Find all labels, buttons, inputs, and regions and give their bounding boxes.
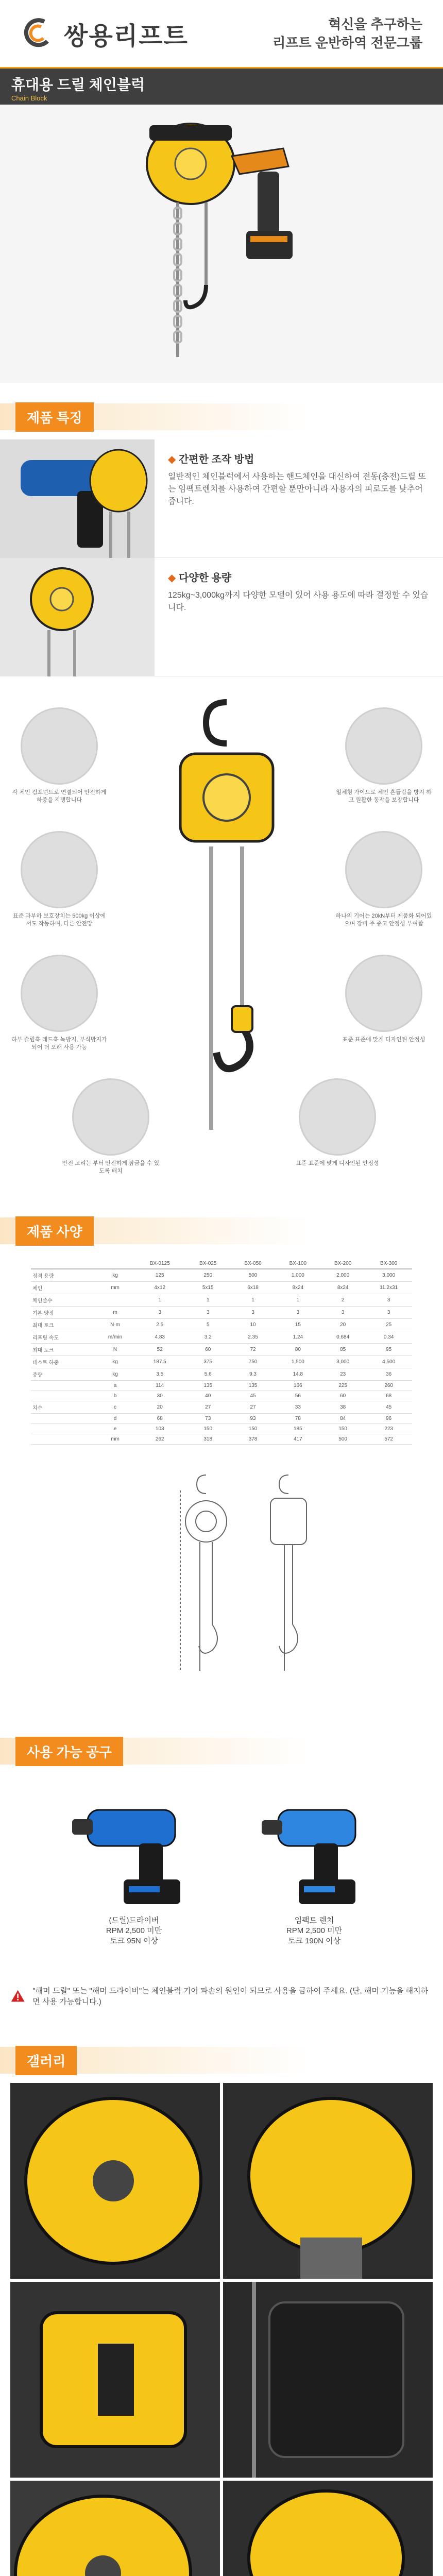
- spec-cell: 96: [365, 1414, 412, 1424]
- callout: [10, 831, 108, 928]
- spec-cell: 60: [185, 1344, 230, 1356]
- gallery-image[interactable]: [223, 2282, 433, 2478]
- spec-cell: 1: [134, 1294, 185, 1307]
- spec-cell: 리프팅 속도: [31, 1331, 96, 1344]
- spec-cell: 84: [320, 1414, 365, 1424]
- spec-cell: 2: [320, 1294, 365, 1307]
- tools-section: [0, 1717, 443, 2026]
- features-section-header: [0, 383, 443, 439]
- gallery-heading: 갤러리: [15, 2046, 77, 2075]
- spec-cell: [31, 1391, 96, 1401]
- slogan-line2: 리프트 운반하역 전문그룹: [272, 35, 422, 50]
- spec-cell: 85: [320, 1344, 365, 1356]
- spec-cell: 정격 용량: [31, 1269, 96, 1282]
- callout-image: [345, 955, 422, 1032]
- slogan: [272, 15, 422, 52]
- spec-cell: 103: [134, 1424, 185, 1434]
- spec-cell: [31, 1381, 96, 1391]
- brand-name: 쌍용리프트: [64, 22, 189, 50]
- feature-item: [0, 558, 443, 676]
- spec-cell: kg: [96, 1269, 134, 1282]
- spec-cell: 260: [365, 1381, 412, 1391]
- logo-icon: [21, 16, 55, 50]
- features-heading: 제품 특징: [15, 402, 94, 432]
- spec-cell: 체인: [31, 1282, 96, 1294]
- spec-cell: [31, 1434, 96, 1445]
- spec-cell: [96, 1294, 134, 1307]
- spec-cell: 5x15: [185, 1282, 230, 1294]
- spec-cell: 500: [230, 1269, 275, 1282]
- spec-cell: 2,000: [320, 1269, 365, 1282]
- gallery-image[interactable]: [10, 2083, 220, 2279]
- spec-cell: 68: [134, 1414, 185, 1424]
- spec-section: [0, 1253, 443, 1717]
- spec-row: [31, 1368, 412, 1381]
- spec-cell: 4x12: [134, 1282, 185, 1294]
- spec-cell: 135: [230, 1381, 275, 1391]
- spec-cell: 3: [230, 1307, 275, 1319]
- spec-cell: 38: [320, 1401, 365, 1414]
- callout-image: [72, 1078, 149, 1156]
- spec-cell: 23: [320, 1368, 365, 1381]
- spec-cell: 3: [365, 1307, 412, 1319]
- spec-cell: 3: [185, 1307, 230, 1319]
- spec-cell: 73: [185, 1414, 230, 1424]
- spec-cell: 30: [134, 1391, 185, 1401]
- slogan-line1: 혁신을 추구하는: [328, 16, 422, 32]
- spec-cell: 262: [134, 1434, 185, 1445]
- spec-cell: 318: [185, 1434, 230, 1445]
- spec-cell: 3,000: [365, 1269, 412, 1282]
- callout-text: 하부 슬립훅 레드훅 녹방지, 부식방지가 되어 더 오래 사용 가능: [11, 1037, 107, 1050]
- brand[interactable]: [21, 16, 189, 52]
- callout-image: [21, 831, 98, 908]
- spec-row: [31, 1356, 412, 1368]
- spec-row: [31, 1424, 412, 1434]
- spec-cell: 45: [230, 1391, 275, 1401]
- spec-row: [31, 1331, 412, 1344]
- spec-cell: kg: [96, 1356, 134, 1368]
- spec-row: [31, 1434, 412, 1445]
- spec-cell: 250: [185, 1269, 230, 1282]
- warning-icon: [10, 1988, 25, 2004]
- spec-table-body: [31, 1269, 412, 1445]
- feature-title: ◆ 다양한 용량: [168, 569, 430, 584]
- spec-cell: 166: [276, 1381, 320, 1391]
- spec-row: [31, 1344, 412, 1356]
- spec-cell: 기본 양정: [31, 1307, 96, 1319]
- spec-cell: 125: [134, 1269, 185, 1282]
- spec-cell: 185: [276, 1424, 320, 1434]
- warning-notice: [10, 1985, 433, 2007]
- feature-text: [155, 439, 443, 557]
- callout: [335, 831, 433, 928]
- feature-title: ◆ 간편한 조작 방법: [168, 451, 430, 466]
- gallery-image[interactable]: [10, 2481, 220, 2576]
- gallery-section-header: [0, 2026, 443, 2083]
- spec-row: [31, 1414, 412, 1424]
- spec-cell: 10: [230, 1319, 275, 1331]
- spec-table: [31, 1259, 412, 1445]
- callout-text: 일체형 가이드로 체인 흔들림을 방지 하고 원활한 동작을 보장합니다: [336, 789, 432, 803]
- spec-cell: 80: [276, 1344, 320, 1356]
- spec-row: [31, 1294, 412, 1307]
- spec-cell: 5.6: [185, 1368, 230, 1381]
- callout: [62, 1078, 160, 1175]
- spec-cell: 테스트 하중: [31, 1356, 96, 1368]
- spec-cell: mm: [96, 1282, 134, 1294]
- spec-cell: 15: [276, 1319, 320, 1331]
- spec-cell: 4.83: [134, 1331, 185, 1344]
- spec-cell: 225: [320, 1381, 365, 1391]
- spec-cell: 6x18: [230, 1282, 275, 1294]
- tool-card-drill: [62, 1794, 206, 1946]
- spec-cell: 2.35: [230, 1331, 275, 1344]
- tool-name: (드릴)드라이버: [109, 1916, 159, 1925]
- callout: [10, 707, 108, 804]
- callout: [10, 955, 108, 1052]
- spec-cell: 45: [365, 1401, 412, 1414]
- spec-cell: 3: [134, 1307, 185, 1319]
- feature-description: 일반적인 체인블럭에서 사용하는 핸드체인을 대신하여 전동(충전)드릴 또는 임팩트렌치를 사용하여 간편할 뿐만아니라 사용자의 피로도를 낮추어 줍니다.: [168, 472, 427, 506]
- spec-cell: 20: [134, 1401, 185, 1414]
- spec-cell: 중량: [31, 1368, 96, 1381]
- spec-cell: [31, 1424, 96, 1434]
- spec-cell: 750: [230, 1356, 275, 1368]
- spec-cell: 187.5: [134, 1356, 185, 1368]
- spec-cell: 500: [320, 1434, 365, 1445]
- spec-cell: 36: [365, 1368, 412, 1381]
- spec-heading: 제품 사양: [15, 1216, 94, 1246]
- spec-cell: 3,000: [320, 1356, 365, 1368]
- spec-cell: 2.5: [134, 1319, 185, 1331]
- callout-image: [21, 955, 98, 1032]
- spec-cell: 14.8: [276, 1368, 320, 1381]
- spec-cell: 40: [185, 1391, 230, 1401]
- warning-text: "해머 드릴" 또는 "해머 드라이버"는 체인블럭 기어 파손의 원인이 되므로 사용을 금하여 주세요. (단, 해머 기능을 해지하면 사용 가능합니다.): [32, 1987, 429, 2006]
- spec-cell: 4,500: [365, 1356, 412, 1368]
- callout-text: 안전 고리는 부터 안전하게 잠금을 수 있도록 배치: [62, 1160, 160, 1174]
- chain-block-with-drill-image: [129, 115, 325, 372]
- hero-title-bar: [0, 69, 443, 105]
- spec-cell: c: [96, 1401, 134, 1414]
- hero: [0, 69, 443, 383]
- spec-cell: 78: [276, 1414, 320, 1424]
- callout-image: [299, 1078, 376, 1156]
- spec-cell: 33: [276, 1401, 320, 1414]
- chain-block-product-image: [165, 697, 288, 1150]
- gallery-section: [0, 2026, 443, 2576]
- spec-cell: 3: [320, 1307, 365, 1319]
- header: [0, 0, 443, 67]
- drill-operation-image: [0, 439, 155, 558]
- spec-cell: 72: [230, 1344, 275, 1356]
- spec-cell: 최대 토크: [31, 1344, 96, 1356]
- spec-cell: d: [96, 1414, 134, 1424]
- callout-image: [345, 707, 422, 785]
- spec-row: [31, 1319, 412, 1331]
- callout-text: 표준 과부하 보호장치는 500kg 이상에서도 작동하며, 다른 안전망: [12, 913, 106, 927]
- spec-cell: 5: [185, 1319, 230, 1331]
- spec-cell: 93: [230, 1414, 275, 1424]
- spec-cell: 25: [365, 1319, 412, 1331]
- spec-cell: 95: [365, 1344, 412, 1356]
- spec-cell: 60: [320, 1391, 365, 1401]
- callout-text: 표준 표준에 맞게 디자인된 안정성: [296, 1160, 379, 1166]
- spec-section-header: [0, 1197, 443, 1253]
- spec-cell: 572: [365, 1434, 412, 1445]
- spec-row: [31, 1391, 412, 1401]
- spec-cell: 1.24: [276, 1331, 320, 1344]
- spec-cell: [31, 1414, 96, 1424]
- spec-cell: 치수: [31, 1401, 96, 1414]
- spec-cell: 0.34: [365, 1331, 412, 1344]
- spec-cell: 8x24: [320, 1282, 365, 1294]
- spec-cell: 8x24: [276, 1282, 320, 1294]
- spec-cell: kg: [96, 1368, 134, 1381]
- callout-image: [21, 707, 98, 785]
- spec-cell: e: [96, 1424, 134, 1434]
- spec-cell: N·m: [96, 1319, 134, 1331]
- spec-cell: 3: [365, 1294, 412, 1307]
- spec-cell: m: [96, 1307, 134, 1319]
- spec-cell: 375: [185, 1356, 230, 1368]
- tool-name: 임팩트 렌치: [294, 1916, 334, 1925]
- spec-cell: 0.684: [320, 1331, 365, 1344]
- spec-cell: 1: [185, 1294, 230, 1307]
- spec-cell: 27: [185, 1401, 230, 1414]
- callout-text: 각 체인 컴포넌트로 연결되어 안전하게 하중을 지탱합니다: [12, 789, 107, 803]
- spec-cell: 3.2: [185, 1331, 230, 1344]
- spec-cell: 1,500: [276, 1356, 320, 1368]
- spec-cell: m/min: [96, 1331, 134, 1344]
- gallery-image[interactable]: [223, 2481, 433, 2576]
- spec-row: [31, 1269, 412, 1282]
- spec-cell: 20: [320, 1319, 365, 1331]
- spec-cell: 114: [134, 1381, 185, 1391]
- chain-block-capacity-image: [0, 558, 155, 676]
- hero-title: 휴대용 드릴 체인블럭: [11, 77, 145, 93]
- hero-subtitle: Chain Block: [11, 94, 47, 102]
- spec-cell: 52: [134, 1344, 185, 1356]
- spec-cell: 135: [185, 1381, 230, 1391]
- callout: [288, 1078, 386, 1167]
- tool-rpm: RPM 2,500 미만: [286, 1926, 343, 1935]
- tool-torque: 토크 190N 이상: [287, 1937, 341, 1945]
- parts-diagram: [0, 676, 443, 1197]
- spec-cell: 27: [230, 1401, 275, 1414]
- tools-heading: 사용 가능 공구: [15, 1737, 123, 1766]
- gallery-grid: [10, 2083, 433, 2576]
- feature-text: [155, 558, 443, 676]
- drill-driver-image: [67, 1794, 201, 1908]
- callout: [335, 707, 433, 804]
- callout-text: 표준 표준에 맞게 디자인된 안정성: [342, 1037, 425, 1043]
- spec-cell: N: [96, 1344, 134, 1356]
- tools-section-header: [0, 1717, 443, 1774]
- spec-cell: 체인줄수: [31, 1294, 96, 1307]
- spec-cell: 1,000: [276, 1269, 320, 1282]
- feature-description: 125kg~3,000kg까지 다양한 모델이 있어 사용 용도에 따라 결정할 수 있습니다.: [168, 591, 429, 612]
- spec-cell: 3: [276, 1307, 320, 1319]
- spec-cell: 1: [276, 1294, 320, 1307]
- tool-torque: 토크 95N 이상: [110, 1937, 158, 1945]
- spec-cell: 56: [276, 1391, 320, 1401]
- gallery-image[interactable]: [223, 2083, 433, 2279]
- spec-cell: 150: [230, 1424, 275, 1434]
- spec-cell: 9.3: [230, 1368, 275, 1381]
- spec-row: [31, 1381, 412, 1391]
- spec-cell: mm: [96, 1434, 134, 1445]
- feature-item: [0, 439, 443, 558]
- spec-cell: 1: [230, 1294, 275, 1307]
- dimension-drawings: [170, 1470, 340, 1686]
- spec-cell: a: [96, 1381, 134, 1391]
- spec-cell: 150: [185, 1424, 230, 1434]
- spec-cell: 150: [320, 1424, 365, 1434]
- tool-card-impact: [242, 1794, 386, 1946]
- callout-text: 하나의 기어는 20kN부터 제품화 되어있으며 장비 주 중고 안정성 부여함: [335, 913, 432, 927]
- spec-cell: 378: [230, 1434, 275, 1445]
- spec-cell: 223: [365, 1424, 412, 1434]
- tool-rpm: RPM 2,500 미만: [106, 1926, 162, 1935]
- callout: [335, 955, 433, 1044]
- spec-cell: 3.5: [134, 1368, 185, 1381]
- callout-image: [345, 831, 422, 908]
- spec-cell: 68: [365, 1391, 412, 1401]
- spec-cell: 11.2x31: [365, 1282, 412, 1294]
- spec-cell: 417: [276, 1434, 320, 1445]
- spec-row: [31, 1282, 412, 1294]
- spec-cell: 최대 토크: [31, 1319, 96, 1331]
- spec-cell: b: [96, 1391, 134, 1401]
- spec-header-row: BX-0125 BX-025 BX-050 BX-100 BX-200 BX-300: [31, 1259, 412, 1269]
- spec-row: [31, 1401, 412, 1414]
- spec-row: [31, 1307, 412, 1319]
- gallery-image[interactable]: [10, 2282, 220, 2478]
- impact-wrench-image: [247, 1794, 381, 1908]
